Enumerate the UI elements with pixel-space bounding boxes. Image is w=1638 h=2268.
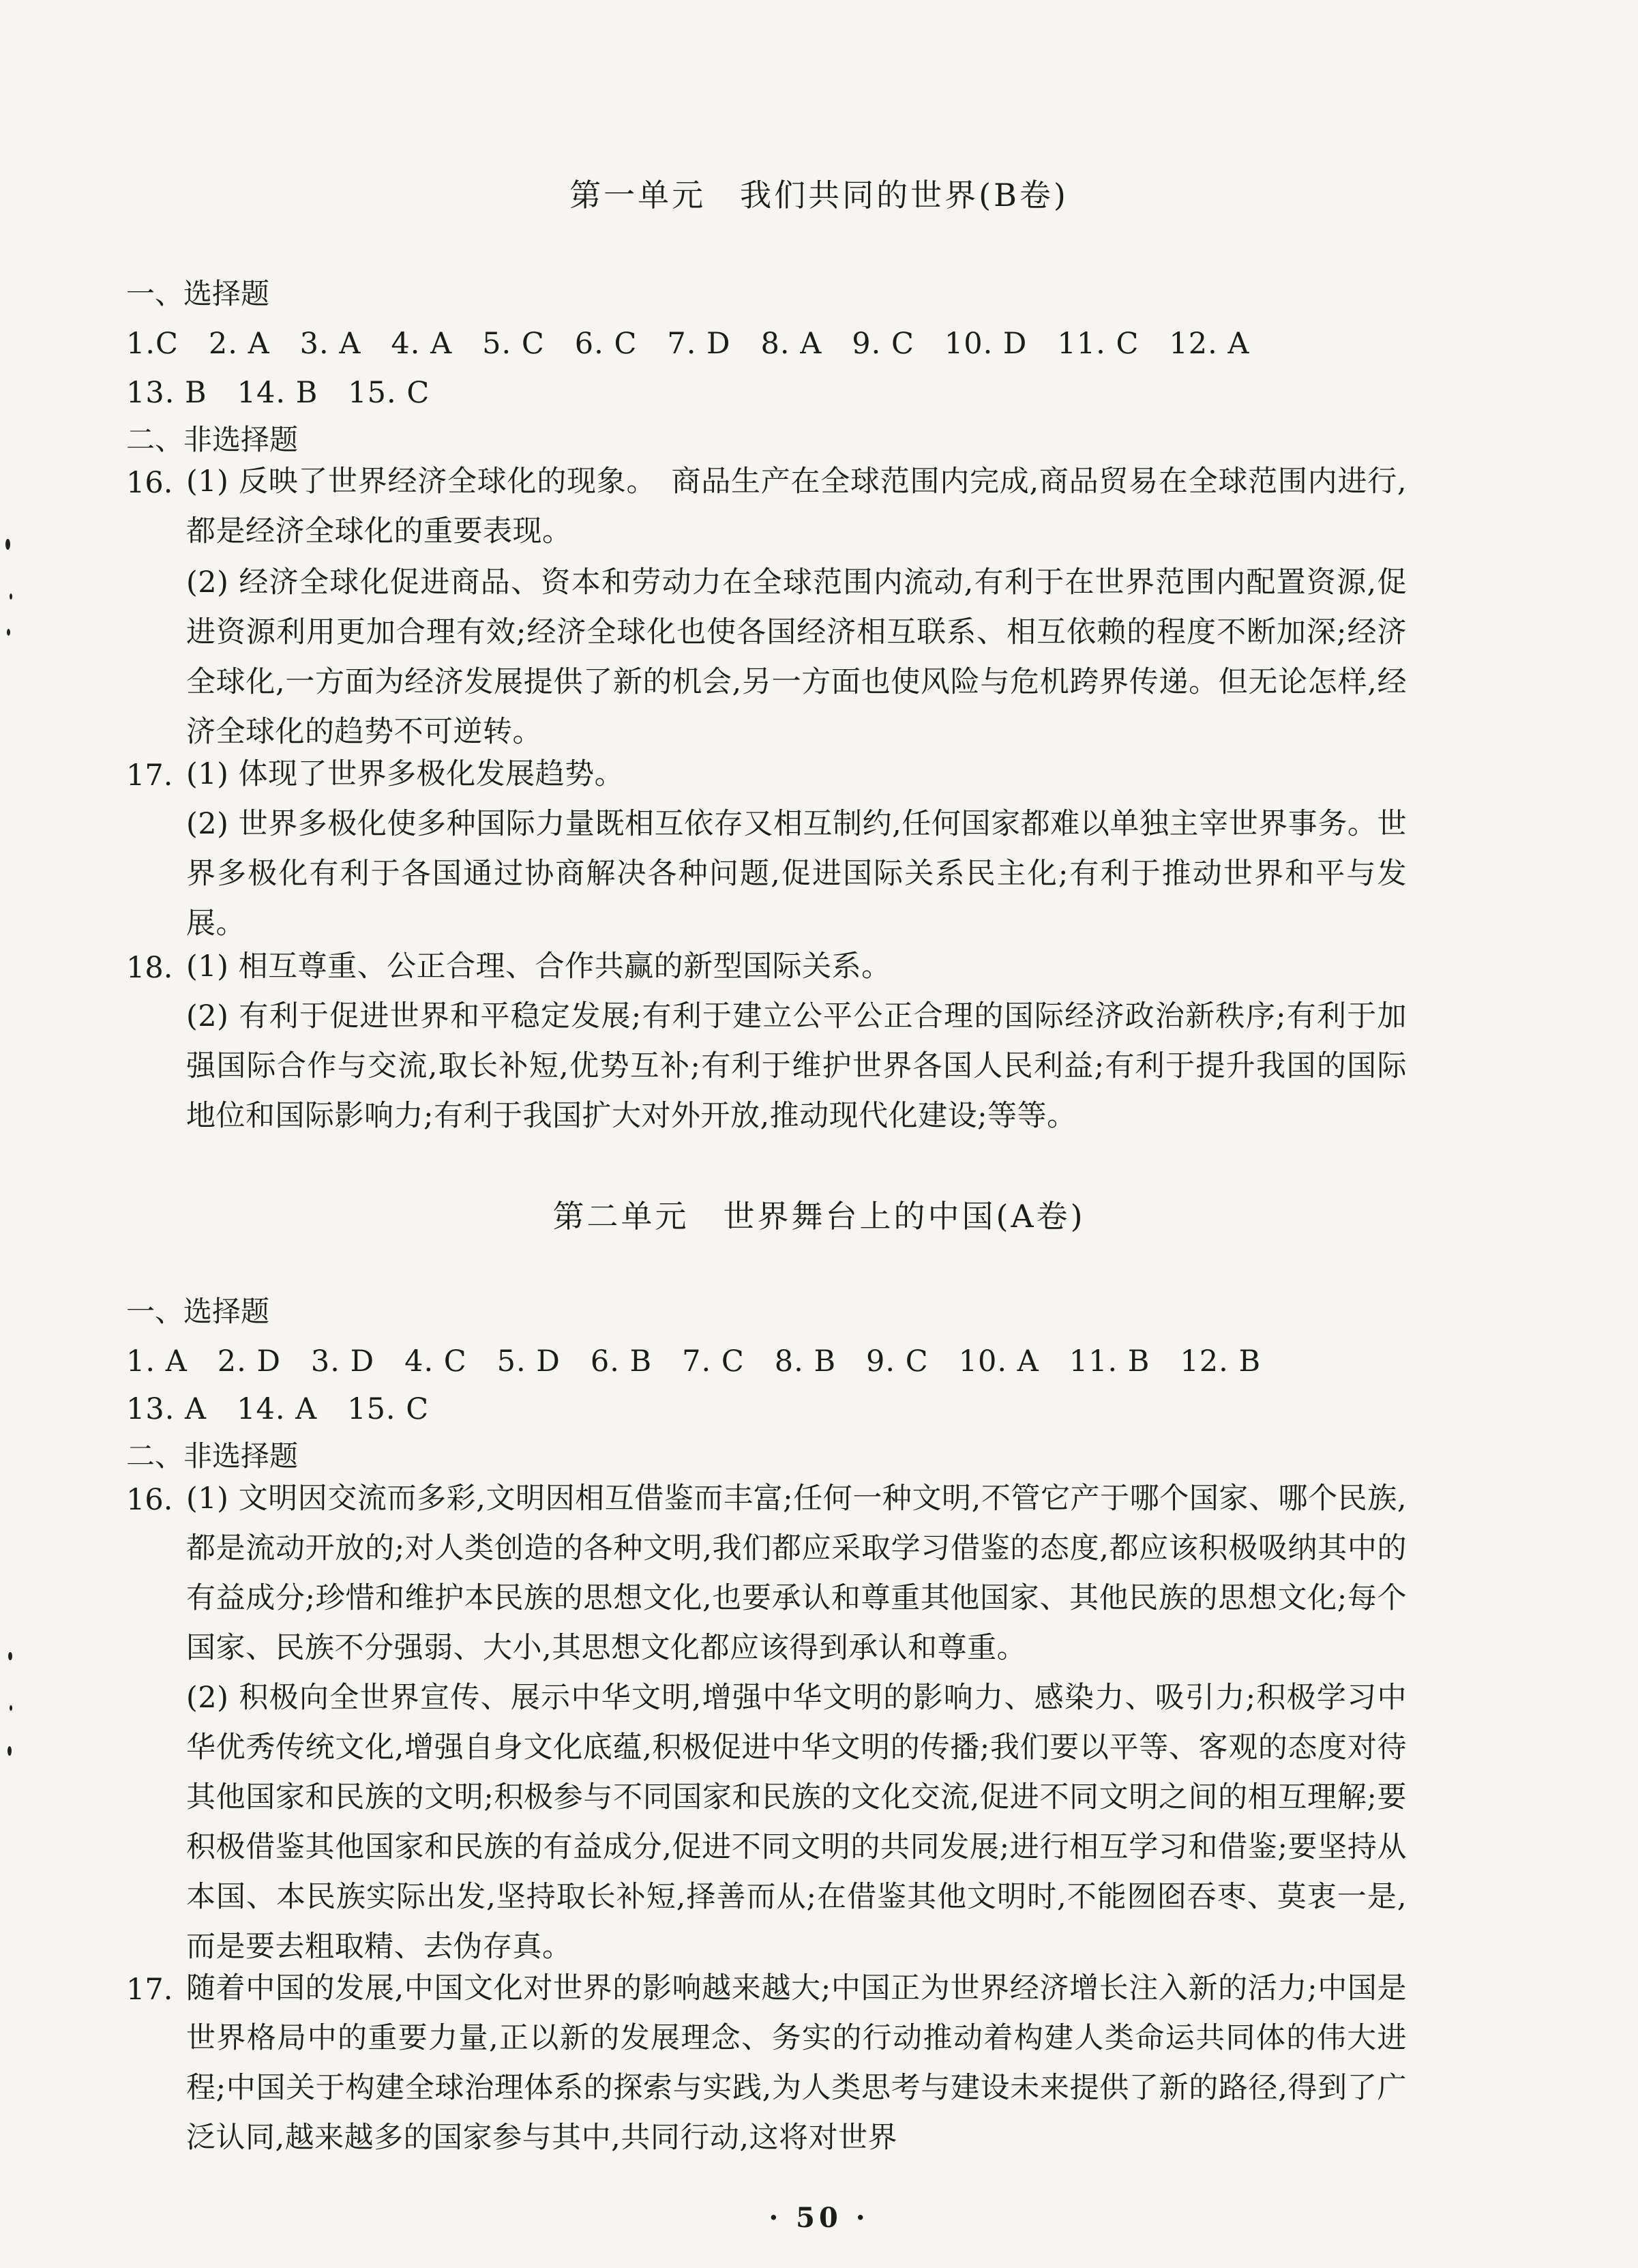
unit1-q18-part1: (1) 相互尊重、公正合理、合作共赢的新型国际关系。	[186, 949, 891, 984]
unit2-section-non-multiple-choice: 二、非选择题	[126, 1439, 299, 1473]
scan-mark	[10, 1705, 12, 1711]
unit1-q17-number: 17.	[126, 759, 173, 793]
unit2-mc-answers-line2: 13. A 14. A 15. C	[126, 1392, 430, 1426]
unit1-q16-number: 16.	[126, 466, 173, 500]
unit1-section-non-multiple-choice: 二、非选择题	[126, 423, 299, 456]
unit1-title: 第一单元 我们共同的世界(B卷)	[569, 177, 1069, 213]
unit2-title: 第二单元 世界舞台上的中国(A卷)	[552, 1198, 1086, 1235]
unit2-q16-part2: (2) 积极向全世界宣传、展示中华文明,增强中华文明的影响力、感染力、吸引力;积极学习中华优秀传统文化,增强自身文化底蕴,积极促进中华文明的传播;我们要以平等、客观的态度对待其他国家和民族的文明;积极参与不同国家和民族的文化交流,促进不同文明之间的相互理解;要积极借鉴其他国家和民族的有益成分,促进不同文明的共同发展;进行相互学习和借鉴;要坚持从本国、本民族实际出发,坚持取长补短,择善而从;在借鉴其他文明时,不能囫囵吞枣、莫衷一是,而是要去粗取精、去伪存真。	[186, 1681, 1407, 1964]
scan-mark	[5, 539, 10, 550]
unit1-q18-number: 18.	[126, 951, 173, 985]
unit2-section-multiple-choice: 一、选择题	[126, 1295, 270, 1328]
scan-mark	[7, 629, 10, 636]
scan-mark	[8, 1746, 12, 1756]
unit1-q18-part2: (2) 有利于促进世界和平稳定发展;有利于建立公平公正合理的国际经济政治新秩序;有利于加强国际合作与交流,取长补短,优势互补;有利于维护世界各国人民利益;有利于提升我国的国际地位和国际影响力;有利于我国扩大对外开放,推动现代化建设;等等。	[186, 999, 1407, 1133]
unit1-q16-part1: (1) 反映了世界经济全球化的现象。 商品生产在全球范围内完成,商品贸易在全球范围内进行,都是经济全球化的重要表现。	[186, 465, 1407, 548]
unit1-section-multiple-choice: 一、选择题	[126, 277, 270, 310]
unit1-q17-part2: (2) 世界多极化使多种国际力量既相互依存又相互制约,任何国家都难以单独主宰世界事务。世界多极化有利于各国通过协商解决各种问题,促进国际关系民主化;有利于推动世界和平与发展。	[186, 807, 1407, 941]
unit2-q17-number: 17.	[126, 1973, 173, 2007]
unit2-q17-part1: 随着中国的发展,中国文化对世界的影响越来越大;中国正为世界经济增长注入新的活力;中国是世界格局中的重要力量,正以新的发展理念、务实的行动推动着构建人类命运共同体的伟大进程;中国关于构建全球治理体系的探索与实践,为人类思考与建设未来提供了新的路径,得到了广泛认同,越来越多的国家参与其中,共同行动,这将对世界	[186, 1971, 1407, 2155]
unit2-q16-part1: (1) 文明因交流而多彩,文明因相互借鉴而丰富;任何一种文明,不管它产于哪个国家、哪个民族,都是流动开放的;对人类创造的各种文明,我们都应采取学习借鉴的态度,都应该积极吸纳其中的有益成分;珍惜和维护本民族的思想文化,也要承认和尊重其他国家、其他民族的思想文化;每个国家、民族不分强弱、大小,其思想文化都应该得到承认和尊重。	[186, 1482, 1407, 1665]
unit1-q16-part2: (2) 经济全球化促进商品、资本和劳动力在全球范围内流动,有利于在世界范围内配置资源,促进资源利用更加合理有效;经济全球化也使各国经济相互联系、相互依赖的程度不断加深;经济全球化,一方面为经济发展提供了新的机会,另一方面也使风险与危机跨界传递。但无论怎样,经济全球化的趋势不可逆转。	[186, 565, 1407, 749]
unit2-mc-answers-line1: 1. A 2. D 3. D 4. C 5. D 6. B 7. C 8. B 9. C 10. A 11. B 12. B	[126, 1344, 1262, 1379]
unit1-q17-part1: (1) 体现了世界多极化发展趋势。	[186, 757, 625, 791]
unit1-mc-answers-line1: 1.C 2. A 3. A 4. A 5. C 6. C 7. D 8. A 9. C 10. D 11. C 12. A	[126, 327, 1250, 361]
scan-mark	[10, 593, 12, 600]
scan-mark	[8, 1652, 12, 1660]
page-number: · 50 ·	[769, 2202, 869, 2234]
unit1-mc-answers-line2: 13. B 14. B 15. C	[126, 376, 430, 410]
unit2-q16-number: 16.	[126, 1483, 173, 1517]
